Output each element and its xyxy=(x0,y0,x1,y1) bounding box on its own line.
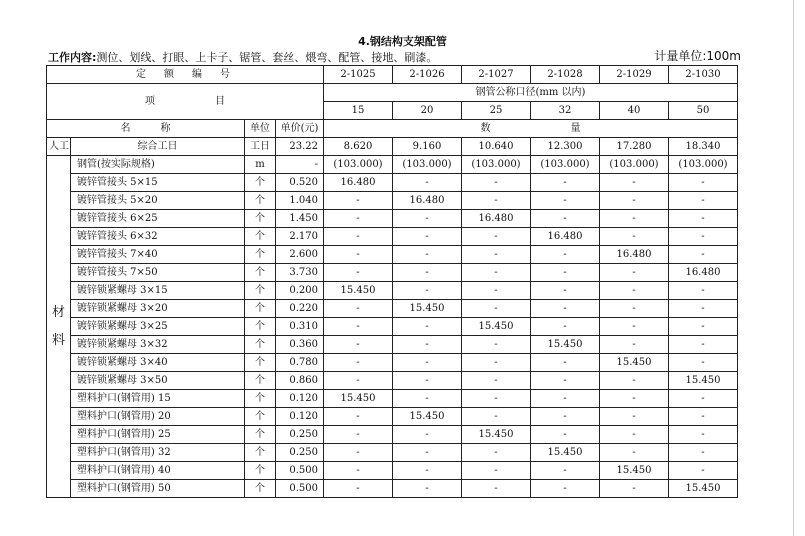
material-unit: 个 xyxy=(245,264,276,282)
diameter-cell: 20 xyxy=(393,102,462,120)
material-value: - xyxy=(669,336,738,354)
material-row xyxy=(47,480,738,498)
diameter-label: 钢管公称口径(mm 以内) xyxy=(324,84,738,102)
material-value: - xyxy=(393,210,462,228)
material-value: 16.480 xyxy=(600,246,669,264)
material-value: 15.450 xyxy=(600,462,669,480)
column-header-row xyxy=(47,120,738,138)
diameter-cell: 15 xyxy=(324,102,393,120)
material-value: 15.450 xyxy=(324,282,393,300)
material-row xyxy=(47,372,738,390)
labor-name: 综合工日 xyxy=(71,138,245,156)
material-name: 镀锌管接头 6×32 xyxy=(71,228,245,246)
material-row xyxy=(47,336,738,354)
material-unit: 个 xyxy=(245,318,276,336)
material-unit: 个 xyxy=(245,246,276,264)
code-cell: 2-1027 xyxy=(462,66,531,84)
material-name: 塑料护口(钢管用) 50 xyxy=(71,480,245,498)
material-unit: 个 xyxy=(245,480,276,498)
work-content-label: 工作内容: xyxy=(48,51,97,64)
labor-value: 8.620 xyxy=(324,138,393,156)
code-cell: 2-1026 xyxy=(393,66,462,84)
material-value: - xyxy=(324,318,393,336)
material-unit: 个 xyxy=(245,390,276,408)
material-unit: 个 xyxy=(245,462,276,480)
material-unit: 个 xyxy=(245,300,276,318)
material-row xyxy=(47,408,738,426)
material-price: 1.040 xyxy=(276,192,324,210)
measurement-unit: 计量单位:100m xyxy=(654,49,741,63)
material-value: - xyxy=(669,192,738,210)
diameter-label-row xyxy=(47,84,738,102)
material-value: - xyxy=(462,444,531,462)
material-value: - xyxy=(531,408,600,426)
material-value: - xyxy=(669,174,738,192)
material-value: - xyxy=(600,444,669,462)
labor-unit: 工日 xyxy=(245,138,276,156)
material-value: - xyxy=(600,192,669,210)
material-value: - xyxy=(393,462,462,480)
material-value: - xyxy=(531,462,600,480)
material-row xyxy=(47,210,738,228)
work-content-text: 测位、划线、打眼、上卡子、锯管、套丝、煨弯、配管、接地、刷漆。 xyxy=(96,51,438,64)
material-value: 15.450 xyxy=(669,480,738,498)
page-edge-rule xyxy=(793,0,794,536)
material-value: - xyxy=(393,354,462,372)
material-value: - xyxy=(531,192,600,210)
material-price: 0.860 xyxy=(276,372,324,390)
material-price: 0.500 xyxy=(276,462,324,480)
material-value: - xyxy=(600,408,669,426)
material-value: - xyxy=(669,390,738,408)
material-unit: m xyxy=(245,156,276,174)
material-value: - xyxy=(669,300,738,318)
material-row xyxy=(47,390,738,408)
quota-code-row xyxy=(47,66,738,84)
material-price: 0.360 xyxy=(276,336,324,354)
material-value: - xyxy=(600,282,669,300)
material-unit: 个 xyxy=(245,444,276,462)
material-value: - xyxy=(324,264,393,282)
material-row xyxy=(47,426,738,444)
unit-header: 单位 xyxy=(245,120,276,138)
diameter-cell: 40 xyxy=(600,102,669,120)
material-value: - xyxy=(462,372,531,390)
material-value: 15.450 xyxy=(393,408,462,426)
material-name: 镀锌锁紧螺母 3×15 xyxy=(71,282,245,300)
material-name: 镀锌锁紧螺母 3×32 xyxy=(71,336,245,354)
material-price: 2.600 xyxy=(276,246,324,264)
material-value: 16.480 xyxy=(393,192,462,210)
material-name: 塑料护口(钢管用) 32 xyxy=(71,444,245,462)
material-value: - xyxy=(600,372,669,390)
labor-value: 17.280 xyxy=(600,138,669,156)
material-price: 3.730 xyxy=(276,264,324,282)
material-value: - xyxy=(531,246,600,264)
material-value: - xyxy=(669,426,738,444)
material-name: 镀锌锁紧螺母 3×40 xyxy=(71,354,245,372)
material-name: 镀锌锁紧螺母 3×50 xyxy=(71,372,245,390)
material-name: 镀锌管接头 7×50 xyxy=(71,264,245,282)
labor-row xyxy=(47,138,738,156)
material-row xyxy=(47,246,738,264)
material-value: - xyxy=(324,300,393,318)
material-value: - xyxy=(600,318,669,336)
material-value: - xyxy=(462,336,531,354)
material-value: - xyxy=(531,354,600,372)
material-price: 2.170 xyxy=(276,228,324,246)
material-value: - xyxy=(462,228,531,246)
material-unit: 个 xyxy=(245,354,276,372)
quota-table xyxy=(46,65,738,498)
material-row xyxy=(47,228,738,246)
material-price: 0.780 xyxy=(276,354,324,372)
material-row xyxy=(47,174,738,192)
material-value: - xyxy=(462,282,531,300)
material-value: - xyxy=(531,372,600,390)
material-value: - xyxy=(324,228,393,246)
material-row xyxy=(47,282,738,300)
price-header: 单价(元) xyxy=(276,120,324,138)
materials-category xyxy=(47,156,71,498)
code-cell: 2-1030 xyxy=(669,66,738,84)
material-value: - xyxy=(600,300,669,318)
diameter-cell: 25 xyxy=(462,102,531,120)
material-value: - xyxy=(393,318,462,336)
item-label: 项 目 xyxy=(47,84,324,120)
material-row xyxy=(47,156,738,174)
material-value: (103.000) xyxy=(669,156,738,174)
material-row xyxy=(47,354,738,372)
material-value: - xyxy=(669,246,738,264)
material-value: 15.450 xyxy=(669,372,738,390)
material-row xyxy=(47,300,738,318)
material-value: - xyxy=(324,336,393,354)
material-name: 镀锌锁紧螺母 3×20 xyxy=(71,300,245,318)
material-value: - xyxy=(531,480,600,498)
material-value: - xyxy=(600,228,669,246)
material-value: - xyxy=(393,336,462,354)
material-row xyxy=(47,444,738,462)
material-value: 15.450 xyxy=(600,354,669,372)
material-value: - xyxy=(324,192,393,210)
material-name: 塑料护口(钢管用) 15 xyxy=(71,390,245,408)
material-value: - xyxy=(669,408,738,426)
material-value: 15.450 xyxy=(531,336,600,354)
material-value: 15.450 xyxy=(393,300,462,318)
material-name: 镀锌管接头 5×20 xyxy=(71,192,245,210)
material-name: 镀锌管接头 7×40 xyxy=(71,246,245,264)
material-value: - xyxy=(531,264,600,282)
material-name: 镀锌管接头 5×15 xyxy=(71,174,245,192)
material-value: - xyxy=(393,246,462,264)
diameter-cell: 50 xyxy=(669,102,738,120)
material-value: (103.000) xyxy=(600,156,669,174)
material-value: - xyxy=(393,264,462,282)
code-cell: 2-1025 xyxy=(324,66,393,84)
labor-value: 12.300 xyxy=(531,138,600,156)
material-value: (103.000) xyxy=(531,156,600,174)
material-price: - xyxy=(276,156,324,174)
material-value: - xyxy=(669,462,738,480)
material-name: 钢管(按实际规格) xyxy=(71,156,245,174)
material-price: 0.200 xyxy=(276,282,324,300)
work-content xyxy=(48,49,437,65)
material-price: 0.520 xyxy=(276,174,324,192)
material-value: - xyxy=(462,480,531,498)
material-value: 15.450 xyxy=(531,444,600,462)
material-value: - xyxy=(531,426,600,444)
material-price: 1.450 xyxy=(276,210,324,228)
material-value: 16.480 xyxy=(669,264,738,282)
material-value: - xyxy=(600,390,669,408)
material-unit: 个 xyxy=(245,192,276,210)
material-name: 镀锌管接头 6×25 xyxy=(71,210,245,228)
material-value: - xyxy=(462,390,531,408)
material-value: - xyxy=(531,210,600,228)
material-row xyxy=(47,462,738,480)
material-value: - xyxy=(462,354,531,372)
material-value: - xyxy=(393,372,462,390)
material-value: - xyxy=(324,408,393,426)
labor-price: 23.22 xyxy=(276,138,324,156)
material-price: 0.250 xyxy=(276,426,324,444)
material-name: 塑料护口(钢管用) 20 xyxy=(71,408,245,426)
material-value: - xyxy=(393,174,462,192)
material-value: - xyxy=(324,354,393,372)
material-value: - xyxy=(324,426,393,444)
material-value: 15.450 xyxy=(324,390,393,408)
material-value: - xyxy=(393,228,462,246)
code-cell: 2-1028 xyxy=(531,66,600,84)
material-value: - xyxy=(669,228,738,246)
labor-category: 人工 xyxy=(47,138,71,156)
material-value: - xyxy=(531,300,600,318)
material-value: - xyxy=(600,426,669,444)
quota-table-body xyxy=(47,66,738,498)
material-unit: 个 xyxy=(245,174,276,192)
material-value: - xyxy=(669,444,738,462)
material-value: - xyxy=(324,210,393,228)
material-value: (103.000) xyxy=(462,156,531,174)
material-value: 16.480 xyxy=(462,210,531,228)
material-price: 0.120 xyxy=(276,390,324,408)
material-price: 0.500 xyxy=(276,480,324,498)
material-value: 16.480 xyxy=(324,174,393,192)
material-value: - xyxy=(393,444,462,462)
material-price: 0.250 xyxy=(276,444,324,462)
material-value: - xyxy=(600,210,669,228)
materials-category-top: 材 xyxy=(51,304,65,320)
material-value: - xyxy=(324,480,393,498)
material-value: - xyxy=(324,462,393,480)
material-price: 0.220 xyxy=(276,300,324,318)
material-value: 15.450 xyxy=(462,426,531,444)
material-value: - xyxy=(393,426,462,444)
name-header: 名 称 xyxy=(47,120,245,138)
material-value: - xyxy=(531,318,600,336)
material-unit: 个 xyxy=(245,336,276,354)
code-cell: 2-1029 xyxy=(600,66,669,84)
material-value: - xyxy=(669,282,738,300)
material-value: - xyxy=(462,462,531,480)
quantity-header: 数 量 xyxy=(324,120,738,138)
material-value: 16.480 xyxy=(531,228,600,246)
material-value: (103.000) xyxy=(393,156,462,174)
material-unit: 个 xyxy=(245,426,276,444)
material-value: - xyxy=(531,174,600,192)
material-value: - xyxy=(600,336,669,354)
material-value: - xyxy=(462,246,531,264)
material-name: 镀锌锁紧螺母 3×25 xyxy=(71,318,245,336)
material-unit: 个 xyxy=(245,408,276,426)
labor-value: 18.340 xyxy=(669,138,738,156)
material-value: 15.450 xyxy=(462,318,531,336)
material-value: - xyxy=(531,390,600,408)
material-row xyxy=(47,264,738,282)
material-value: - xyxy=(324,444,393,462)
material-value: - xyxy=(393,390,462,408)
material-value: - xyxy=(531,282,600,300)
material-name: 塑料护口(钢管用) 25 xyxy=(71,426,245,444)
material-unit: 个 xyxy=(245,228,276,246)
labor-value: 9.160 xyxy=(393,138,462,156)
labor-value: 10.640 xyxy=(462,138,531,156)
material-value: - xyxy=(324,246,393,264)
diameter-cell: 32 xyxy=(531,102,600,120)
material-value: - xyxy=(600,480,669,498)
material-value: - xyxy=(462,264,531,282)
material-name: 塑料护口(钢管用) 40 xyxy=(71,462,245,480)
material-value: - xyxy=(600,174,669,192)
material-value: - xyxy=(324,372,393,390)
material-value: - xyxy=(462,300,531,318)
material-value: - xyxy=(600,264,669,282)
quota-code-label: 定 额 编 号 xyxy=(47,66,324,84)
section-title: 4.钢结构支架配管 xyxy=(358,35,447,48)
material-value: (103.000) xyxy=(324,156,393,174)
material-value: - xyxy=(669,210,738,228)
material-price: 0.310 xyxy=(276,318,324,336)
material-unit: 个 xyxy=(245,372,276,390)
material-value: - xyxy=(462,192,531,210)
material-value: - xyxy=(393,282,462,300)
material-price: 0.120 xyxy=(276,408,324,426)
material-value: - xyxy=(669,318,738,336)
material-unit: 个 xyxy=(245,210,276,228)
material-unit: 个 xyxy=(245,282,276,300)
material-row xyxy=(47,318,738,336)
material-row xyxy=(47,192,738,210)
materials-category-bottom: 料 xyxy=(51,332,65,348)
material-value: - xyxy=(462,174,531,192)
material-value: - xyxy=(393,480,462,498)
material-value: - xyxy=(669,354,738,372)
material-value: - xyxy=(462,408,531,426)
